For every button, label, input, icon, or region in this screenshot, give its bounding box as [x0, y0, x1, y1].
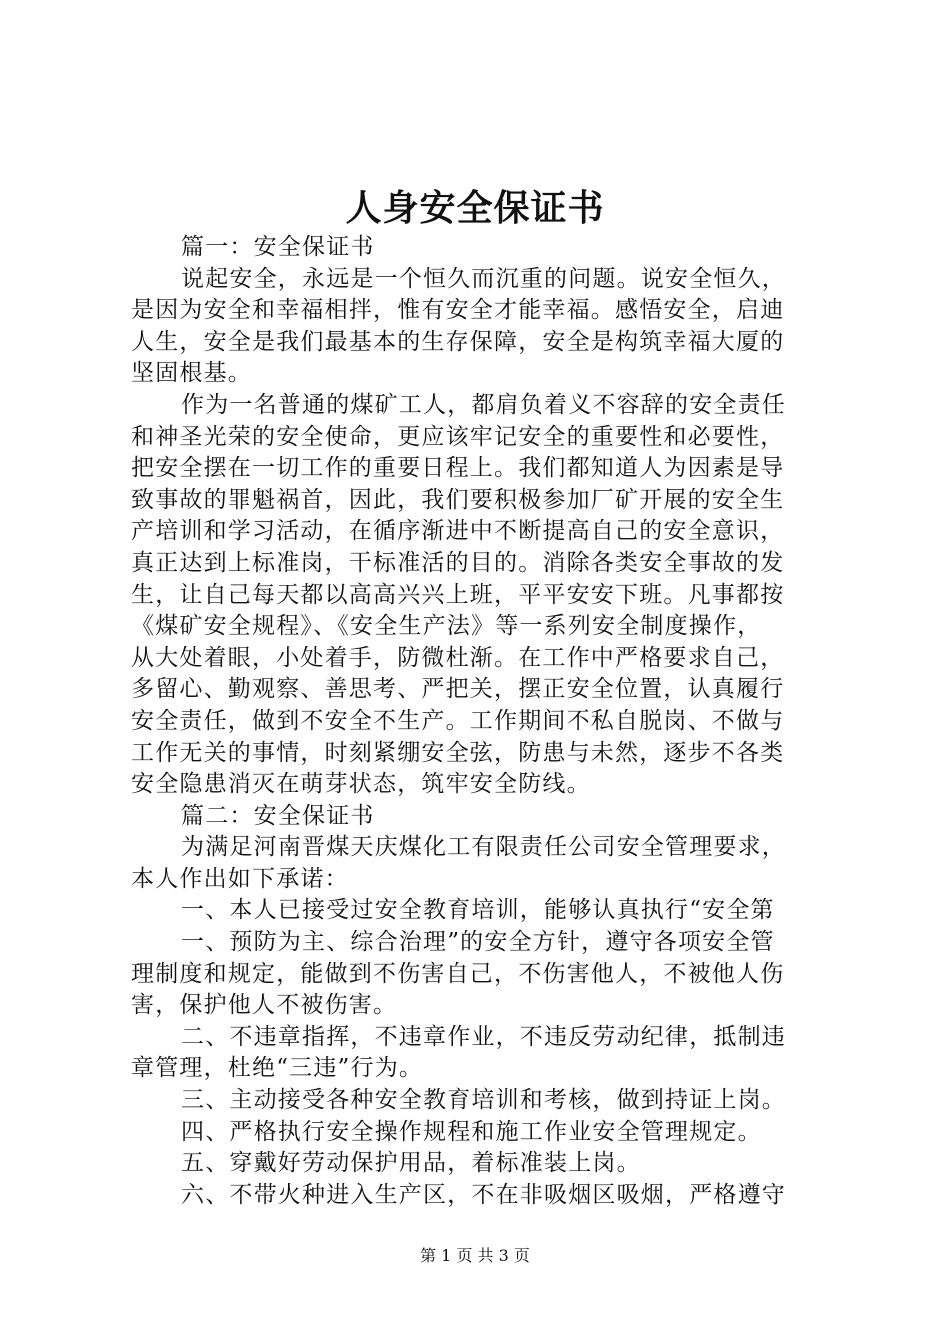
body-text-line: 五、穿戴好劳动保护用品，着标准装上岗。: [181, 1150, 641, 1177]
body-text-line: 害，保护他人不被伤害。: [131, 992, 398, 1019]
body-text-line: 一、本人已接受过安全教育培训，能够认真执行“安全第: [181, 897, 775, 924]
body-text-line: 《煤矿安全规程》、《安全生产法》等一系列安全制度操作，: [131, 613, 762, 640]
body-text-line: 一、预防为主、综合治理”的安全方针，遵守各项安全管: [181, 929, 775, 956]
body-text-line: 真正达到上标准岗，干标准活的目的。消除各类安全事故的发: [131, 549, 785, 576]
body-text-line: 坚固根基。: [131, 360, 252, 387]
body-text-line: 章管理，杜绝“三违”行为。: [131, 1055, 424, 1082]
body-text-line: 说起安全，永远是一个恒久而沉重的问题。说安全恒久，: [181, 265, 786, 292]
body-text-line: 从大处着眼，小处着手，防微杜渐。在工作中严格要求自己，: [131, 644, 785, 671]
document-body: [131, 232, 831, 1211]
body-text-line: 和神圣光荣的安全使命，更应该牢记安全的重要性和必要性，: [131, 423, 785, 450]
body-text-line: 为满足河南晋煤天庆煤化工有限责任公司安全管理要求，: [181, 834, 786, 861]
body-text-line: 人生，安全是我们最基本的生存保障，安全是构筑幸福大厦的: [131, 328, 785, 355]
body-text-line: 产培训和学习活动，在循序渐进中不断提高自己的安全意识，: [131, 518, 785, 545]
body-text-line: 把安全摆在一切工作的重要日程上。我们都知道人为因素是导: [131, 455, 785, 482]
body-text-line: 二、不违章指挥，不违章作业，不违反劳动纪律，抵制违: [181, 1023, 786, 1050]
body-text-line: 三、主动接受各种安全教育培训和考核，做到持证上岗。: [181, 1087, 786, 1114]
body-text-line: 安全隐患消灭在萌芽状态，筑牢安全防线。: [131, 771, 591, 798]
document-title: 人身安全保证书: [345, 187, 605, 229]
body-text-line: 生，让自己每天都以高高兴兴上班，平平安安下班。凡事都按: [131, 581, 785, 608]
body-text-line: 多留心、勤观察、善思考、严把关，摆正安全位置，认真履行: [131, 676, 785, 703]
body-text-line: 工作无关的事情，时刻紧绷安全弦，防患与未然，逐步不各类: [131, 739, 785, 766]
body-text-line: 篇一：安全保证书: [181, 234, 375, 260]
body-text-line: 理制度和规定，能做到不伤害自己，不伤害他人，不被他人伤: [131, 960, 785, 987]
body-text-line: 安全责任，做到不安全不生产。工作期间不私自脱岗、不做与: [131, 707, 785, 734]
body-text-line: 四、严格执行安全操作规程和施工作业安全管理规定。: [181, 1118, 762, 1145]
body-text-line: 六、不带火种进入生产区，不在非吸烟区吸烟，严格遵守: [181, 1181, 786, 1208]
body-text-line: 篇二：安全保证书: [181, 802, 375, 829]
page-footer: 第 1 页 共 3 页: [420, 1246, 530, 1265]
body-text-line: 致事故的罪魁祸首，因此，我们要积极参加厂矿开展的安全生: [131, 486, 785, 513]
body-text-line: 是因为安全和幸福相拌，惟有安全才能幸福。感悟安全，启迪: [131, 297, 785, 324]
body-text-line: 本人作出如下承诺：: [131, 865, 349, 892]
body-text-line: 作为一名普通的煤矿工人，都肩负着义不容辞的安全责任: [181, 391, 786, 418]
